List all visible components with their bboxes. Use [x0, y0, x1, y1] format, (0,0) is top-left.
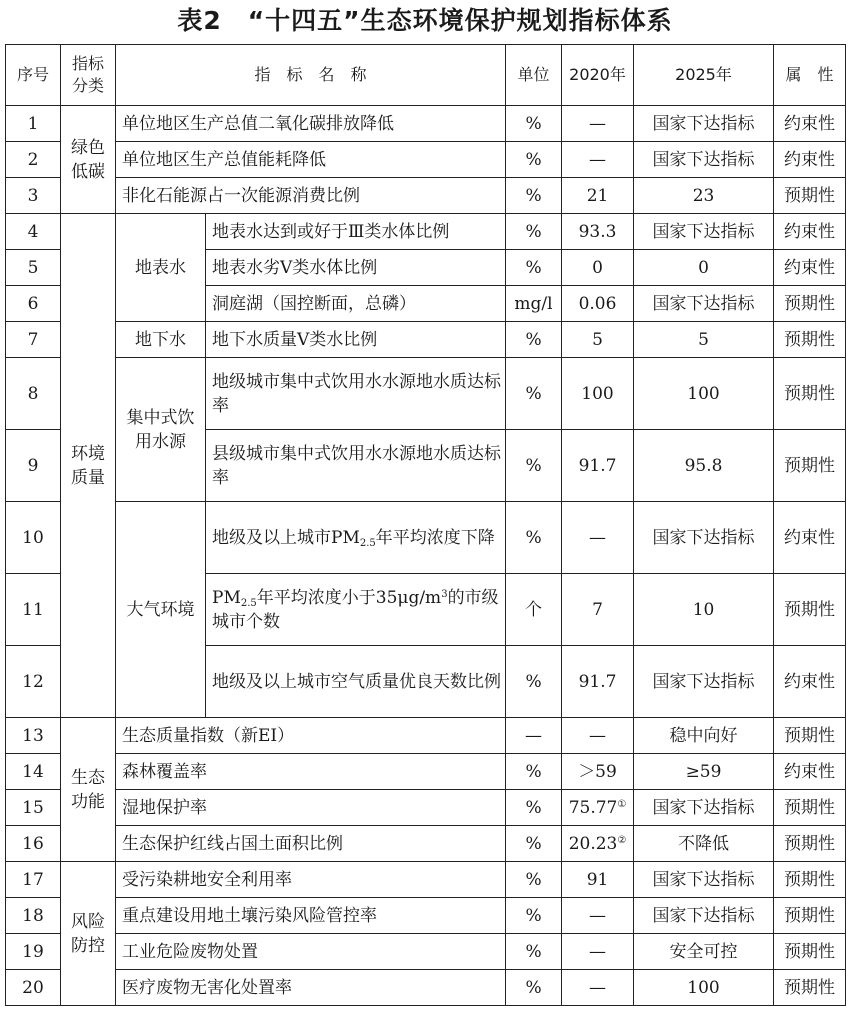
- row-no: 12: [6, 646, 61, 718]
- value-2020: 0.06: [562, 286, 634, 322]
- indicator-name: 单位地区生产总值能耗降低: [116, 142, 506, 178]
- value-2020: 100: [562, 358, 634, 430]
- footnote-mark: ①: [617, 798, 627, 810]
- indicator-name: 地级及以上城市空气质量优良天数比例: [206, 646, 506, 718]
- indicator-name: [206, 502, 506, 574]
- row-no: 5: [6, 250, 61, 286]
- row-no: 19: [6, 934, 61, 970]
- indicator-attr: 预期性: [774, 430, 846, 502]
- group-risk: 风险防控: [61, 862, 116, 1006]
- row-no: 10: [6, 502, 61, 574]
- header-unit: 单位: [506, 45, 562, 106]
- value-2025: 10: [634, 574, 774, 646]
- indicator-name: 森林覆盖率: [116, 754, 506, 790]
- indicator-attr: 约束性: [774, 250, 846, 286]
- row-no: 14: [6, 754, 61, 790]
- table-row: [6, 862, 846, 898]
- value-2020: 5: [562, 322, 634, 358]
- indicator-name: 湿地保护率: [116, 790, 506, 826]
- row-no: 17: [6, 862, 61, 898]
- header-row: [6, 45, 846, 106]
- value-2025: 不降低: [634, 826, 774, 862]
- value-2025: ≥59: [634, 754, 774, 790]
- value-2025: 100: [634, 358, 774, 430]
- table-row: [6, 826, 846, 862]
- value-2025: 0: [634, 250, 774, 286]
- table-row: [6, 106, 846, 142]
- group-green: 绿色低碳: [61, 106, 116, 214]
- value-2020: ＞59: [562, 754, 634, 790]
- indicator-unit: 个: [506, 574, 562, 646]
- group-eco: 生态功能: [61, 718, 116, 862]
- indicator-name: 地下水质量Ⅴ类水比例: [206, 322, 506, 358]
- indicator-attr: 预期性: [774, 718, 846, 754]
- indicator-name: 单位地区生产总值二氧化碳排放降低: [116, 106, 506, 142]
- indicator-unit: %: [506, 106, 562, 142]
- indicator-name-part: 地级及以上城市PM: [212, 527, 360, 548]
- value-2020-number: 20.23: [568, 833, 618, 854]
- value-2025: 国家下达指标: [634, 646, 774, 718]
- table-row: [6, 178, 846, 214]
- indicator-attr: 预期性: [774, 826, 846, 862]
- indicator-name-part: 年平均浓度小于35μg/m: [256, 587, 442, 608]
- indicator-name: 地级城市集中式饮用水水源地水质达标率: [206, 358, 506, 430]
- indicator-unit: %: [506, 898, 562, 934]
- indicator-attr: 约束性: [774, 502, 846, 574]
- subgroup-ground: 地下水: [116, 322, 206, 358]
- indicator-unit: %: [506, 322, 562, 358]
- value-2020: —: [562, 142, 634, 178]
- value-2025: 国家下达指标: [634, 898, 774, 934]
- table-row: [6, 142, 846, 178]
- row-no: 2: [6, 142, 61, 178]
- value-2020: —: [562, 718, 634, 754]
- table-row: [6, 214, 846, 250]
- value-2025: 国家下达指标: [634, 142, 774, 178]
- indicator-unit: %: [506, 862, 562, 898]
- value-2025: 国家下达指标: [634, 790, 774, 826]
- value-2020: —: [562, 502, 634, 574]
- indicator-unit: %: [506, 790, 562, 826]
- value-2025: 国家下达指标: [634, 106, 774, 142]
- table-row: [6, 718, 846, 754]
- value-2020: 7: [562, 574, 634, 646]
- indicator-attr: 预期性: [774, 358, 846, 430]
- row-no: 18: [6, 898, 61, 934]
- value-2020: 91: [562, 862, 634, 898]
- pm-subscript: 2.5: [240, 597, 257, 609]
- value-2025: 国家下达指标: [634, 286, 774, 322]
- indicator-attr: 预期性: [774, 178, 846, 214]
- header-attr: 属 性: [774, 45, 846, 106]
- row-no: 16: [6, 826, 61, 862]
- indicator-unit: %: [506, 754, 562, 790]
- row-no: 9: [6, 430, 61, 502]
- indicator-name: 县级城市集中式饮用水水源地水质达标率: [206, 430, 506, 502]
- indicator-name: 地表水达到或好于Ⅲ类水体比例: [206, 214, 506, 250]
- indicator-unit: %: [506, 250, 562, 286]
- value-2020: —: [562, 106, 634, 142]
- indicator-name: 非化石能源占一次能源消费比例: [116, 178, 506, 214]
- indicator-name: [206, 574, 506, 646]
- footnote-mark: ②: [617, 834, 627, 846]
- indicator-attr: 预期性: [774, 790, 846, 826]
- value-2025: 安全可控: [634, 934, 774, 970]
- value-2025: 国家下达指标: [634, 502, 774, 574]
- value-2020: 91.7: [562, 646, 634, 718]
- indicator-attr: 约束性: [774, 142, 846, 178]
- indicator-attr: 预期性: [774, 574, 846, 646]
- table-row: [6, 358, 846, 430]
- value-2020: 21: [562, 178, 634, 214]
- indicator-attr: 预期性: [774, 286, 846, 322]
- value-2025: 国家下达指标: [634, 862, 774, 898]
- value-2020: [562, 826, 634, 862]
- value-2020: 93.3: [562, 214, 634, 250]
- value-2020: —: [562, 970, 634, 1006]
- row-no: 15: [6, 790, 61, 826]
- indicator-attr: 预期性: [774, 322, 846, 358]
- header-category: 指标分类: [61, 45, 116, 106]
- indicator-unit: %: [506, 934, 562, 970]
- indicator-name: 重点建设用地土壤污染风险管控率: [116, 898, 506, 934]
- row-no: 7: [6, 322, 61, 358]
- row-no: 20: [6, 970, 61, 1006]
- table-row: [6, 502, 846, 574]
- indicator-name-part: 的市级城市个数: [212, 587, 499, 632]
- indicator-attr: 约束性: [774, 754, 846, 790]
- indicator-unit: %: [506, 502, 562, 574]
- indicator-attr: 预期性: [774, 970, 846, 1006]
- indicator-unit: —: [506, 718, 562, 754]
- row-no: 1: [6, 106, 61, 142]
- indicator-unit: %: [506, 142, 562, 178]
- indicator-name-part: 年平均浓度下降: [375, 527, 495, 548]
- table-row: [6, 322, 846, 358]
- indicator-unit: mg/l: [506, 286, 562, 322]
- unit-superscript: 3: [441, 588, 448, 600]
- row-no: 13: [6, 718, 61, 754]
- row-no: 8: [6, 358, 61, 430]
- indicator-name: 工业危险废物处置: [116, 934, 506, 970]
- value-2020: —: [562, 898, 634, 934]
- group-env: 环境质量: [61, 214, 116, 718]
- header-2020: 2020年: [562, 45, 634, 106]
- header-2025: 2025年: [634, 45, 774, 106]
- indicator-name: 地表水劣Ⅴ类水体比例: [206, 250, 506, 286]
- header-name: 指 标 名 称: [116, 45, 506, 106]
- value-2025: 5: [634, 322, 774, 358]
- value-2020: [562, 790, 634, 826]
- indicator-attr: 预期性: [774, 862, 846, 898]
- indicator-name: 生态质量指数（新EI）: [116, 718, 506, 754]
- indicator-unit: %: [506, 646, 562, 718]
- indicator-name: 生态保护红线占国土面积比例: [116, 826, 506, 862]
- value-2025: 100: [634, 970, 774, 1006]
- indicator-unit: %: [506, 178, 562, 214]
- row-no: 11: [6, 574, 61, 646]
- indicator-attr: 约束性: [774, 106, 846, 142]
- indicator-unit: %: [506, 970, 562, 1006]
- indicator-name-part: PM: [212, 587, 241, 608]
- value-2020: 0: [562, 250, 634, 286]
- indicator-unit: %: [506, 430, 562, 502]
- subgroup-air: 大气环境: [116, 502, 206, 718]
- indicator-unit: %: [506, 214, 562, 250]
- indicator-unit: %: [506, 826, 562, 862]
- row-no: 4: [6, 214, 61, 250]
- table-row: [6, 898, 846, 934]
- header-seq: 序号: [6, 45, 61, 106]
- value-2025: 国家下达指标: [634, 214, 774, 250]
- indicator-unit: %: [506, 358, 562, 430]
- value-2020: —: [562, 934, 634, 970]
- row-no: 3: [6, 178, 61, 214]
- table-row: [6, 790, 846, 826]
- row-no: 6: [6, 286, 61, 322]
- indicator-name: 受污染耕地安全利用率: [116, 862, 506, 898]
- value-2025: 稳中向好: [634, 718, 774, 754]
- subgroup-surface: 地表水: [116, 214, 206, 322]
- table-row: [6, 754, 846, 790]
- table-row: [6, 970, 846, 1006]
- pm-subscript: 2.5: [359, 537, 376, 549]
- table-title: 表2 “十四五”生态环境保护规划指标体系: [177, 6, 673, 35]
- indicator-attr: 预期性: [774, 898, 846, 934]
- indicator-attr: 约束性: [774, 214, 846, 250]
- subgroup-drink: 集中式饮用水源: [116, 358, 206, 502]
- value-2025: 95.8: [634, 430, 774, 502]
- indicator-table: [5, 44, 846, 1006]
- table-row: [6, 934, 846, 970]
- value-2025: 23: [634, 178, 774, 214]
- indicator-name: 医疗废物无害化处置率: [116, 970, 506, 1006]
- value-2020-number: 75.77: [568, 797, 618, 818]
- value-2020: 91.7: [562, 430, 634, 502]
- indicator-name: 洞庭湖（国控断面，总磷）: [206, 286, 506, 322]
- indicator-attr: 约束性: [774, 646, 846, 718]
- indicator-attr: 预期性: [774, 934, 846, 970]
